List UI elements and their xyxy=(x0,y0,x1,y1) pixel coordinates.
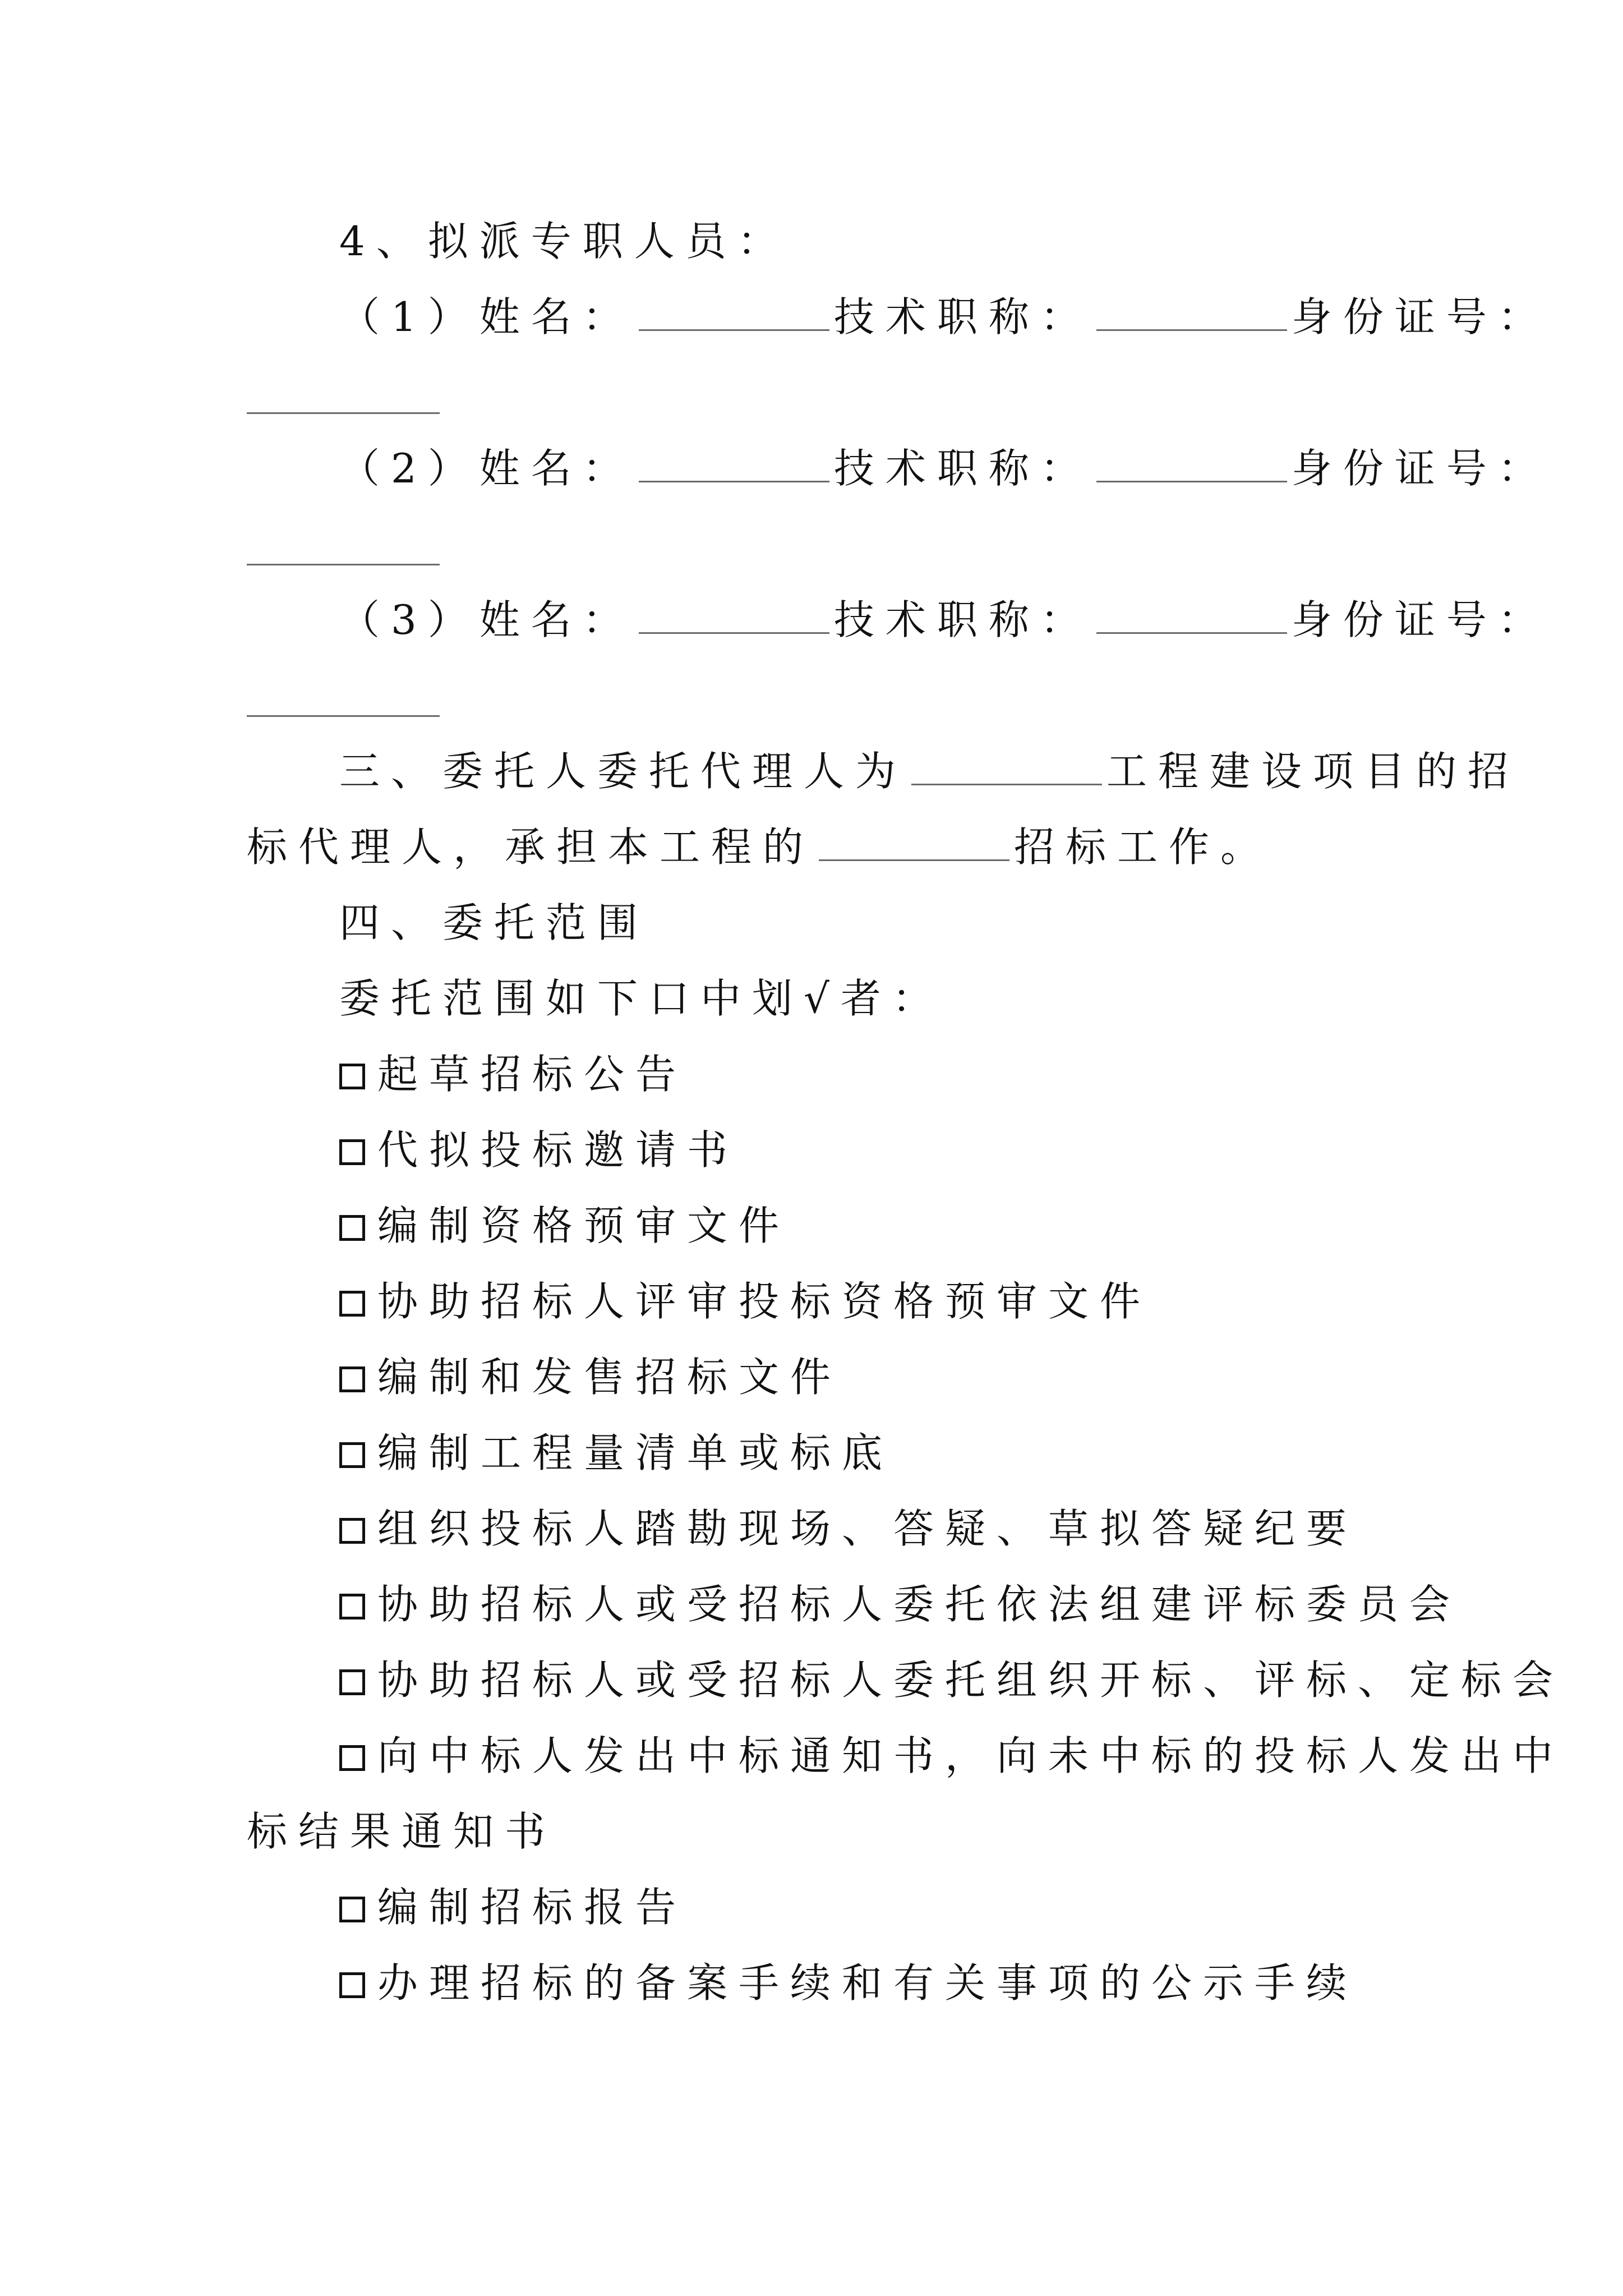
scope-item xyxy=(339,1503,1358,1554)
scope-item xyxy=(339,1882,687,1932)
title-label: 技术职称： xyxy=(833,293,1092,341)
id-blank[interactable] xyxy=(247,715,440,717)
section3-text: 招标工作。 xyxy=(1014,823,1272,871)
personnel-row-3 xyxy=(339,595,1550,645)
scope-item xyxy=(339,1276,1151,1327)
scope-item-label: 代拟投标邀请书 xyxy=(377,1126,739,1174)
title-label: 技术职称： xyxy=(833,445,1092,492)
checkbox[interactable] xyxy=(339,1594,365,1619)
scope-item-label: 协助招标人或受招标人委托组织开标、评标、定标会 xyxy=(377,1657,1565,1704)
name-blank[interactable] xyxy=(639,444,829,482)
checkbox[interactable] xyxy=(339,1972,365,1998)
name-label: （1）姓名： xyxy=(339,293,634,341)
checkbox[interactable] xyxy=(339,1139,365,1165)
scope-item xyxy=(339,1731,1564,1781)
section3-text: 工程建设项目的招 xyxy=(1106,748,1520,795)
title-label: 技术职称： xyxy=(833,596,1092,643)
title-blank[interactable] xyxy=(1096,595,1287,634)
id-blank[interactable] xyxy=(247,412,440,414)
name-blank[interactable] xyxy=(639,595,829,634)
checkbox[interactable] xyxy=(339,1215,365,1241)
checkbox[interactable] xyxy=(339,1897,365,1922)
scope-item xyxy=(339,1958,1358,2008)
section3-text: 三、委托人委托代理人为 xyxy=(339,748,907,795)
scope-item-label: 协助招标人或受招标人委托依法组建评标委员会 xyxy=(377,1581,1461,1628)
scope-item xyxy=(339,1049,687,1099)
scope-item xyxy=(339,1200,790,1251)
section3-text: 标代理人，承担本工程的 xyxy=(247,823,815,871)
scope-item-label: 协助招标人评审投标资格预审文件 xyxy=(377,1278,1152,1325)
personnel-heading: 4、拟派专职人员： xyxy=(339,218,789,265)
checkbox[interactable] xyxy=(339,1366,365,1392)
scope-item-label: 编制工程量清单或标底 xyxy=(377,1429,894,1476)
checkbox[interactable] xyxy=(339,1442,365,1468)
project-blank[interactable] xyxy=(911,747,1102,785)
scope-item xyxy=(339,1352,842,1402)
scope-item xyxy=(339,1428,893,1478)
title-blank[interactable] xyxy=(1096,292,1287,331)
scope-item-label: 编制资格预审文件 xyxy=(377,1202,791,1249)
scope-item xyxy=(339,1579,1461,1630)
title-blank[interactable] xyxy=(1096,444,1287,482)
personnel-row-1 xyxy=(339,292,1550,342)
name-blank[interactable] xyxy=(639,292,829,331)
id-label: 身份证号： xyxy=(1291,445,1550,492)
checkbox[interactable] xyxy=(339,1064,365,1089)
scope-item-label: 编制招标报告 xyxy=(377,1884,688,1931)
checkbox[interactable] xyxy=(339,1745,365,1771)
scope-blank[interactable] xyxy=(819,822,1009,861)
scope-item-label: 组织投标人踏勘现场、答疑、草拟答疑纪要 xyxy=(377,1505,1358,1552)
checkbox[interactable] xyxy=(339,1518,365,1544)
checkbox[interactable] xyxy=(339,1291,365,1317)
name-label: （2）姓名： xyxy=(339,445,634,492)
personnel-row-2 xyxy=(339,443,1550,494)
scope-item xyxy=(339,1125,739,1175)
scope-intro: 委托范围如下口中划√者： xyxy=(339,975,944,1022)
scope-item-label: 起草招标公告 xyxy=(377,1051,688,1098)
scope-item xyxy=(339,1655,1564,1705)
scope-item-label: 编制和发售招标文件 xyxy=(377,1354,842,1401)
scope-item-continuation: 标结果通知书 xyxy=(247,1808,557,1855)
scope-item-label: 向中标人发出中标通知书，向未中标的投标人发出中 xyxy=(377,1732,1565,1779)
section4-title: 四、委托范围 xyxy=(339,899,649,946)
section3-line-2 xyxy=(247,822,1272,872)
id-blank[interactable] xyxy=(247,564,440,565)
id-label: 身份证号： xyxy=(1291,596,1550,643)
scope-item-label: 办理招标的备案手续和有关事项的公示手续 xyxy=(377,1959,1358,2007)
name-label: （3）姓名： xyxy=(339,596,634,643)
checkbox[interactable] xyxy=(339,1669,365,1695)
section3-line-1 xyxy=(339,746,1519,797)
id-label: 身份证号： xyxy=(1291,293,1550,341)
